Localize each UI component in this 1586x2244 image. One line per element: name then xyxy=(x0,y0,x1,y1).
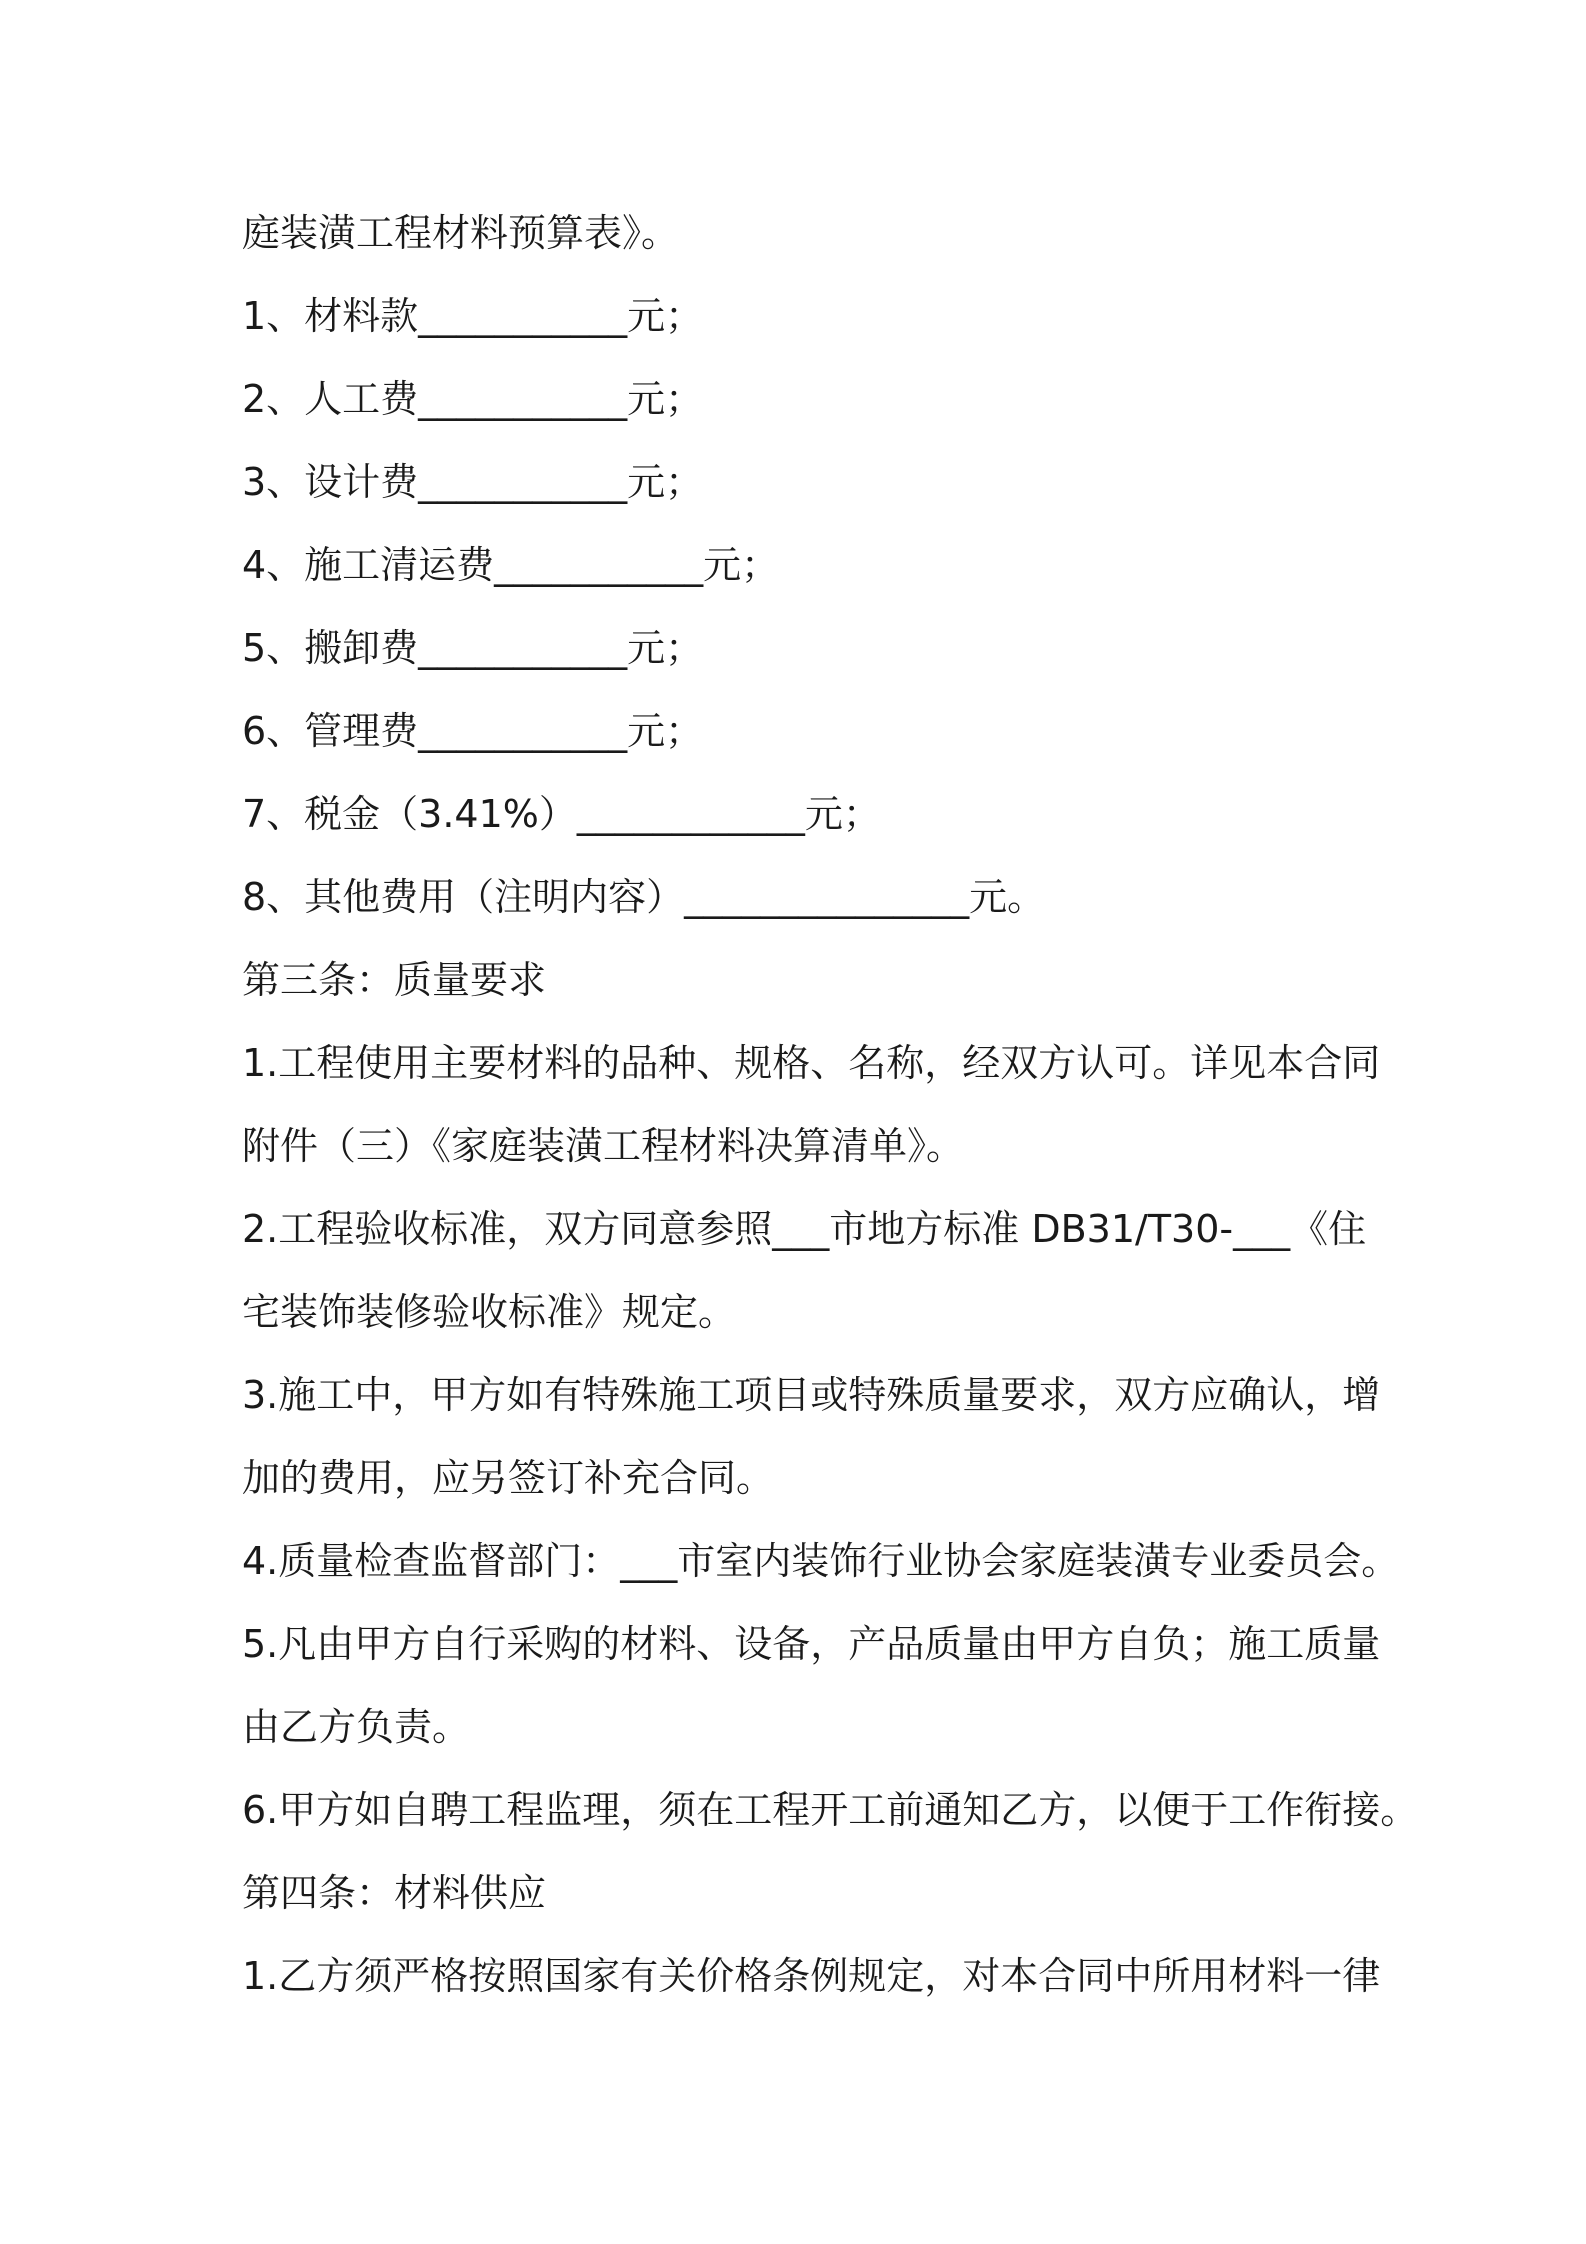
section-heading-quality: 第三条：质量要求 xyxy=(242,958,547,1002)
text-line: 庭装潢工程材料预算表》。 xyxy=(242,211,680,255)
text-line: 宅装饰装修验收标准》规定。 xyxy=(242,1290,737,1334)
text-line: 1.工程使用主要材料的品种、规格、名称，经双方认可。详见本合同 xyxy=(242,1041,1381,1085)
text-line: 附件（三）《家庭装潢工程材料决算清单》。 xyxy=(242,1124,965,1168)
text-line: 1.乙方须严格按照国家有关价格条例规定，对本合同中所用材料一律 xyxy=(242,1954,1381,1998)
section-heading-materials: 第四条：材料供应 xyxy=(242,1871,547,1915)
text-line: 6.甲方如自聘工程监理，须在工程开工前通知乙方，以便于工作衔接。 xyxy=(242,1788,1419,1832)
cost-item-other: 8、其他费用（注明内容）_______________元。 xyxy=(242,875,1046,919)
cost-item-labor: 2、人工费___________元； xyxy=(242,377,704,421)
text-line: 3.施工中，甲方如有特殊施工项目或特殊质量要求，双方应确认，增 xyxy=(242,1373,1381,1417)
cost-item-materials: 1、材料款___________元； xyxy=(242,294,704,338)
cost-item-tax: 7、税金（3.41%）____________元； xyxy=(242,792,881,836)
text-line: 4.质量检查监督部门：___市室内装饰行业协会家庭装潢专业委员会。 xyxy=(242,1539,1400,1583)
text-line: 2.工程验收标准，双方同意参照___市地方标准 DB31/T30-___《住 xyxy=(242,1207,1367,1251)
document-body xyxy=(242,192,1419,2018)
cost-item-management: 6、管理费___________元； xyxy=(242,709,704,753)
text-line: 5.凡由甲方自行采购的材料、设备，产品质量由甲方自负；施工质量 xyxy=(242,1622,1381,1666)
cost-item-moving: 5、搬卸费___________元； xyxy=(242,626,704,670)
cost-item-cleanup: 4、施工清运费___________元； xyxy=(242,543,780,587)
text-line: 加的费用，应另签订补充合同。 xyxy=(242,1456,775,1500)
text-line: 由乙方负责。 xyxy=(242,1705,471,1749)
cost-item-design: 3、设计费___________元； xyxy=(242,460,704,504)
